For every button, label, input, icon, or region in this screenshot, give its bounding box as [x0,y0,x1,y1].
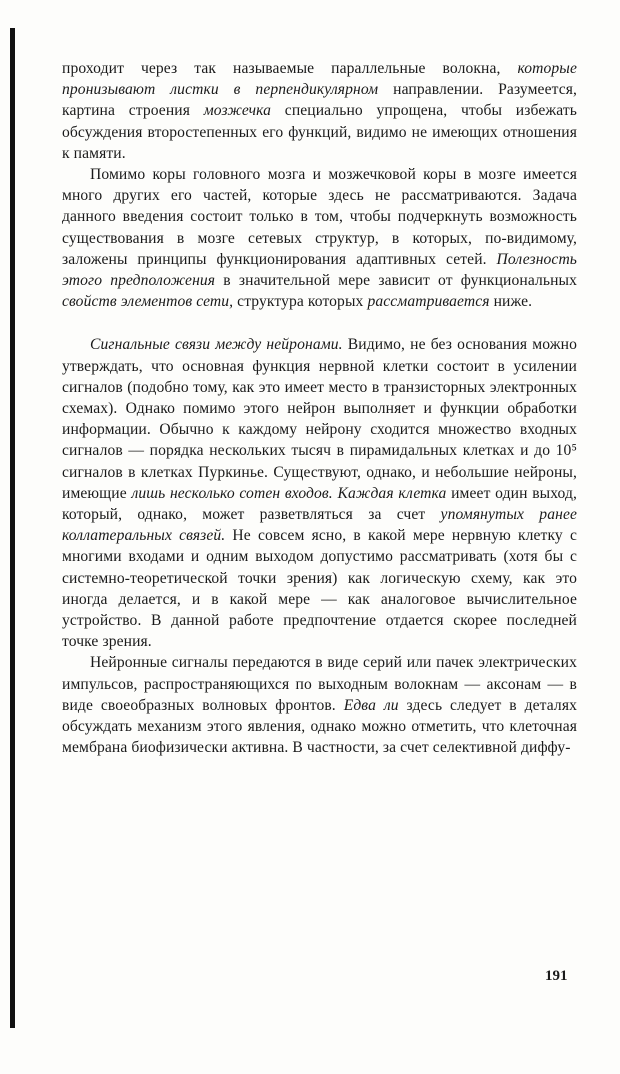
italic-emphasis: Едва ли [343,696,399,714]
body-text [62,58,577,759]
italic-emphasis: Каждая клетка [337,484,447,502]
page-number: 191 [545,968,568,984]
italic-emphasis: лишь несколько сотен входов. [131,484,333,502]
italic-emphasis: свойств элементов сети, [62,293,234,311]
italic-emphasis: Полезность этого предположения [62,250,577,290]
paragraph-continuation: проходит через так называемые параллельные волокна, которые пронизывают листки в перпендикулярном направлении. Разумеется, картина строения мозжечка специально упрощена, чтобы избежать обсуждения второстепенных его функций, видимо не имеющих отношения к памяти. [62,60,577,162]
paragraph-brain-structures: Помимо коры головного мозга и мозжечковой коры в мозге имеется много других его частей, которые здесь не рассматриваются. Задача данного введения состоит только в том, чтобы подчеркнуть возможность существования в мозге сетевых структур, в которых, по-видимому, заложены принципы функционирования адаптивных сетей. Полезность этого предположения в значительной мере зависит от функциональных свойств элементов сети, структура которых рассматривается ниже. [62,166,577,311]
page-binding-shadow [10,28,15,1028]
paragraph-signal-links: Сигнальные связи между нейронами. Видимо, не без основания можно утверждать, что основная функция нервной клетки состоит в усилении сигналов (подобно тому, как это имеет место в транзисторных электронных схемах). Однако помимо этого нейрон выполняет и функции обработки информации. Обычно к каждому нейрону сходится множество входных сигналов — порядка нескольких тысяч в пирамидальных клетках и до 10⁵ сигналов в клетках Пуркинье. Существуют, однако, и небольшие нейроны, имеющие лишь несколько сотен входов. Каждая клетка имеет один выход, который, однако, может разветвляться за счет упомянутых ранее коллатеральных связей. Не совсем ясно, в какой мере нервную клетку с многими входами и одним выходом допустимо рассматривать (хотя бы с системно-теоретической точки зрения) как логическую схему, как это иногда делается, и в какой мере — как аналоговое вычислительное устройство. В данной работе предпочтение отдается скорее последней точке зрения. [62,336,578,651]
italic-emphasis: которые пронизывают листки в перпендикулярном [62,60,577,99]
italic-emphasis: рассматривается [367,293,490,311]
italic-emphasis: Сигнальные связи между нейронами. [90,336,343,354]
paragraph-neural-signals: Нейронные сигналы передаются в виде серий или пачек электрических импульсов, распространяющихся по выходным волокнам — аксонам — в виде своеобразных волновых фронтов. Едва ли здесь следует в деталях обсуждать механизм этого явления, однако можно отметить, что клеточная мембрана биофизически активна. В частности, за счет селективной диффу- [62,654,577,757]
italic-emphasis: упомянутых ранее коллатеральных связей. [62,506,577,545]
italic-emphasis: мозжечка [203,102,272,120]
